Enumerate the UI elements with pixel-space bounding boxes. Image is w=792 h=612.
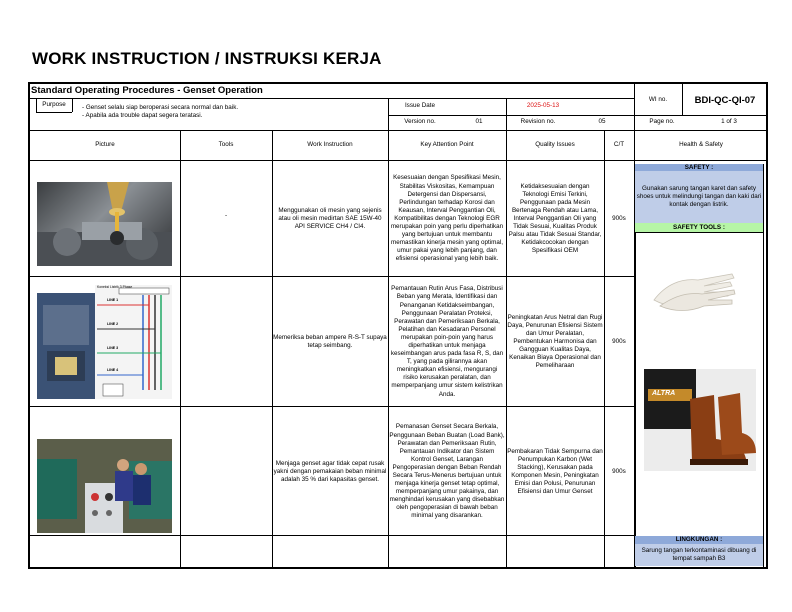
row3-work-instruction: Menjaga genset agar tidak cepat rusak yakni dengan pemakaian beban minimal adalah 35 % dari kapasitas genset.	[273, 459, 387, 484]
purpose-label: Purpose	[42, 100, 66, 108]
row1-work-instruction: Menggunakan oli mesin yang sejenis atau oli mesin medirtan SAE 15W-40 API SERVICE CH4 / CI4.	[278, 206, 382, 231]
purpose-text	[82, 104, 382, 120]
col-tools: Tools	[218, 140, 234, 148]
row2-quality-issues: Peningkatan Arus Netral dan Rugi Daya, Penurunan Efisiensi Sistem dan Umur Peralatan, Pembentukan Harmonisa dan Gangguan Kualitas Daya, Kenaikan Biaya Operasional dan Pemeliharaan	[507, 313, 603, 370]
revision-value: 05	[598, 118, 606, 126]
boots-brand: ALTRA	[652, 390, 676, 397]
issue-date-value: 2025-05-13	[526, 102, 560, 110]
col-health-safety: Health & Safety	[679, 140, 723, 148]
page-label: Page no.	[649, 118, 675, 126]
row3-key-attention: Pemanasan Genset Secara Berkala, Penggunaan Beban Buatan (Load Bank), Perawatan dan Pemeriksaan Rutin, Pemantauan Indikator dan Sistem Kontrol Genset, Larangan Pengoperasian dengan Beban Rendah Secara Terus-Menerus bertujuan untuk menjaga kinerja genset tetap optimal, memperpanjang umur pakainya, dan menghindari kerusakan yang disebabkan oleh pengoperasian di bawah beban minimal yang disarankan.	[389, 423, 505, 520]
revision-label: Revision no.	[520, 118, 556, 126]
page-value: 1 of 3	[721, 118, 737, 126]
row2-tools	[180, 278, 272, 406]
safety-boots-image	[644, 369, 756, 471]
row3-tools	[180, 408, 272, 536]
col-quality-issues: Quality Issues	[535, 140, 575, 148]
row1-ct: 900s	[612, 214, 626, 222]
genset-panel-photo	[37, 439, 172, 533]
col-key-attention: Key Attention Point	[420, 140, 474, 148]
row2-ct: 900s	[612, 337, 626, 345]
row1-key-attention: Kesesuaian dengan Spesifikasi Mesin, Stabilitas Viskositas, Kemampuan Detergensi dan Dispersansi, Perlindungan terhadap Korosi dan Keausan, Interval Penggantian Oli, Kompatibilitas dengan Teknologi EGR merupakan poin yang perlu diperhatikan yang bertujuan untuk membantu memastikan kinerja mesin yang optimal, umur pakai yang lebih panjang, dan efisiensi operasional yang lebih baik.	[390, 174, 504, 263]
safety-tools-label: SAFETY TOOLS :	[635, 223, 763, 232]
rubber-gloves-image	[652, 270, 738, 312]
diagram-line-1: LINE 1	[107, 298, 119, 302]
sop-title: Standard Operating Procedures - Genset Operation	[31, 85, 263, 96]
purpose-line-1: - Genset selalu siap beroperasi secara normal dan baik.	[82, 104, 239, 111]
version-value: 01	[475, 118, 483, 126]
version-label: Version no.	[404, 118, 436, 126]
row1-quality-issues: Ketidaksesuaian dengan Teknologi Emisi Terkini, Penggunaan pada Mesin Bertenaga Rendah atau Lama, Interval Penggantian Oli yang Tidak Sesuai, Kualitas Produk Palsu atau Tidak Sesuai Standar, Ketidakcocokan dengan Spesifikasi OEM	[508, 182, 602, 255]
issue-date-label: Issue Date	[404, 102, 436, 110]
lingkungan-text: Sarung tangan terkontaminasi dibuang di tempat sampah B3	[635, 544, 763, 566]
row3-quality-issues: Pembakaran Tidak Sempurna dan Penumpukan Karbon (Wet Stacking), Kerusakan pada Komponen Mesin, Peningkatan Emisi dan Polusi, Penurunan Efisiensi dan Umur Genset	[507, 447, 603, 496]
row1-tools: -	[224, 212, 228, 219]
safety-label: SAFETY :	[635, 164, 763, 171]
lingkungan-label: LINGKUNGAN :	[635, 536, 763, 544]
purpose-line-2: - Apabila ada trouble dapat segera teratasi.	[82, 112, 203, 119]
page-title: WORK INSTRUCTION / INSTRUKSI KERJA	[32, 49, 382, 68]
rst-current-diagram	[37, 285, 172, 399]
wi-number: BDI-QC-QI-07	[694, 94, 756, 106]
diagram-title: Koneksi Listrik 3 Phase	[97, 285, 133, 289]
col-ct: C/T	[613, 140, 625, 148]
oil-pour-photo	[37, 182, 172, 266]
wi-label: WI no.	[648, 95, 668, 103]
diagram-line-2: LINE 2	[107, 322, 119, 326]
diagram-line-4: LINE 4	[107, 368, 119, 372]
diagram-line-3: LINE 3	[107, 346, 119, 350]
row2-work-instruction: Memeriksa beban ampere R-S-T supaya tetap seimbang.	[273, 333, 387, 349]
row2-key-attention: Pemantauan Rutin Arus Fasa, Distribusi Beban yang Merata, Identifikasi dan Penanganan Ketidakseimbangan, Penggunaan Peralatan Proteksi, Perawatan dan Pemeriksaan Berkala, Pelatihan dan Kesadaran Personel merupakan poin-poin yang harus diperhatikan untuk menjaga keseimbangan arus pada fasa R, S, dan T, yang pada gilirannya akan meningkatkan efisiensi, mengurangi risiko kerusakan peralatan, dan memperpanjang umur sistem kelistrikan Anda.	[390, 285, 504, 398]
col-picture: Picture	[95, 140, 115, 148]
col-work-instruction: Work Instruction	[307, 140, 353, 148]
safety-text: Gunakan sarung tangan karet dan safety shoes untuk melindungi tangan dan kaki dari kontak dengan listrik.	[635, 171, 763, 223]
row3-ct: 900s	[612, 467, 626, 475]
